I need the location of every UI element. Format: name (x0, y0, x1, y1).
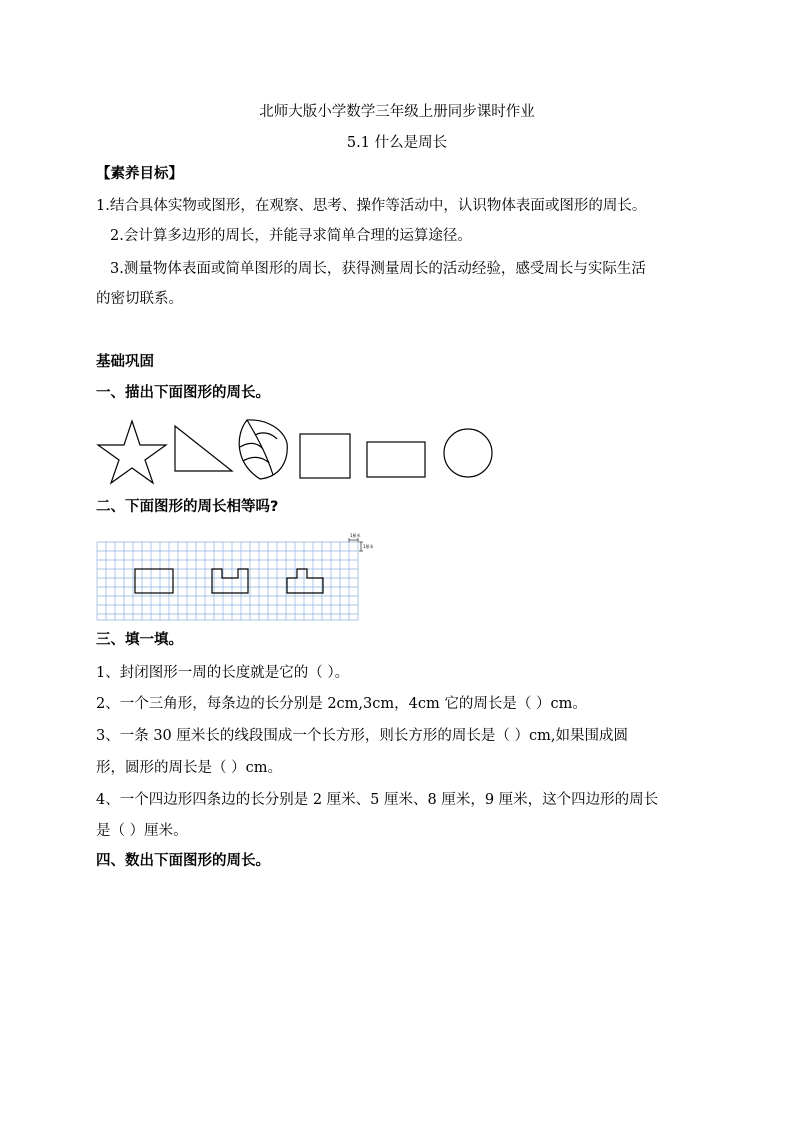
goal-item-3-cont: 的密切联系。 (96, 291, 183, 307)
page-title: 北师大版小学数学三年级上册同步课时作业 (259, 104, 535, 120)
question-1-title: 一、描出下面图形的周长。 (96, 385, 270, 401)
grid-lines (97, 542, 358, 620)
fill-item-3-cont: 形，圆形的周长是（ ）cm。 (96, 760, 282, 776)
stepped-figure-c (287, 569, 323, 593)
question-4-title: 四、数出下面图形的周长。 (96, 853, 270, 869)
fill-item-3: 3、一条 30 厘米长的线段围成一个长方形，则长方形的周长是（ ）cm,如果围成圆 (96, 728, 628, 744)
q1-shapes (95, 415, 505, 485)
right-triangle-shape (175, 426, 232, 471)
fill-item-1: 1、封闭图形一周的长度就是它的（ ）。 (96, 665, 350, 681)
fill-item-4: 4、一个四边形四条边的长分别是 2 厘米、5 厘米、8 厘米，9 厘米，这个四边形的周长 (96, 792, 659, 808)
goal-item-3: 3.测量物体表面或简单图形的周长，获得测量周长的活动经验，感受周长与实际生活 (110, 261, 646, 277)
goal-item-1: 1.结合具体实物或图形，在观察、思考、操作等活动中，认识物体表面或图形的周长。 (96, 198, 647, 214)
leaf-shape (239, 420, 287, 479)
star-shape (98, 421, 166, 483)
rectangle-shape (367, 442, 425, 477)
rect-figure-a (135, 569, 173, 593)
section-heading: 基础巩固 (96, 354, 154, 370)
fill-item-4-cont: 是（ ）厘米。 (96, 823, 188, 839)
question-2-title: 二、下面图形的周长相等吗? (96, 499, 279, 515)
scale-label-vertical: 1厘米 (363, 544, 374, 549)
q2-grid-figure (95, 530, 374, 622)
page-subtitle: 5.1 什么是周长 (346, 135, 448, 151)
goal-item-2: 2.会计算多边形的周长，并能寻求简单合理的运算途径。 (110, 228, 472, 244)
scale-label-horizontal: 1厘米 (350, 533, 361, 538)
square-shape (300, 434, 350, 478)
notched-figure-b (212, 569, 248, 593)
question-3-title: 三、填一填。 (96, 632, 183, 648)
goals-heading: 【素养目标】 (96, 166, 183, 182)
fill-item-2: 2、一个三角形，每条边的长分别是 2cm,3cm，4cm 它的周长是（ ）cm。 (96, 696, 587, 712)
circle-shape (444, 429, 492, 477)
scale-marks (349, 538, 363, 551)
